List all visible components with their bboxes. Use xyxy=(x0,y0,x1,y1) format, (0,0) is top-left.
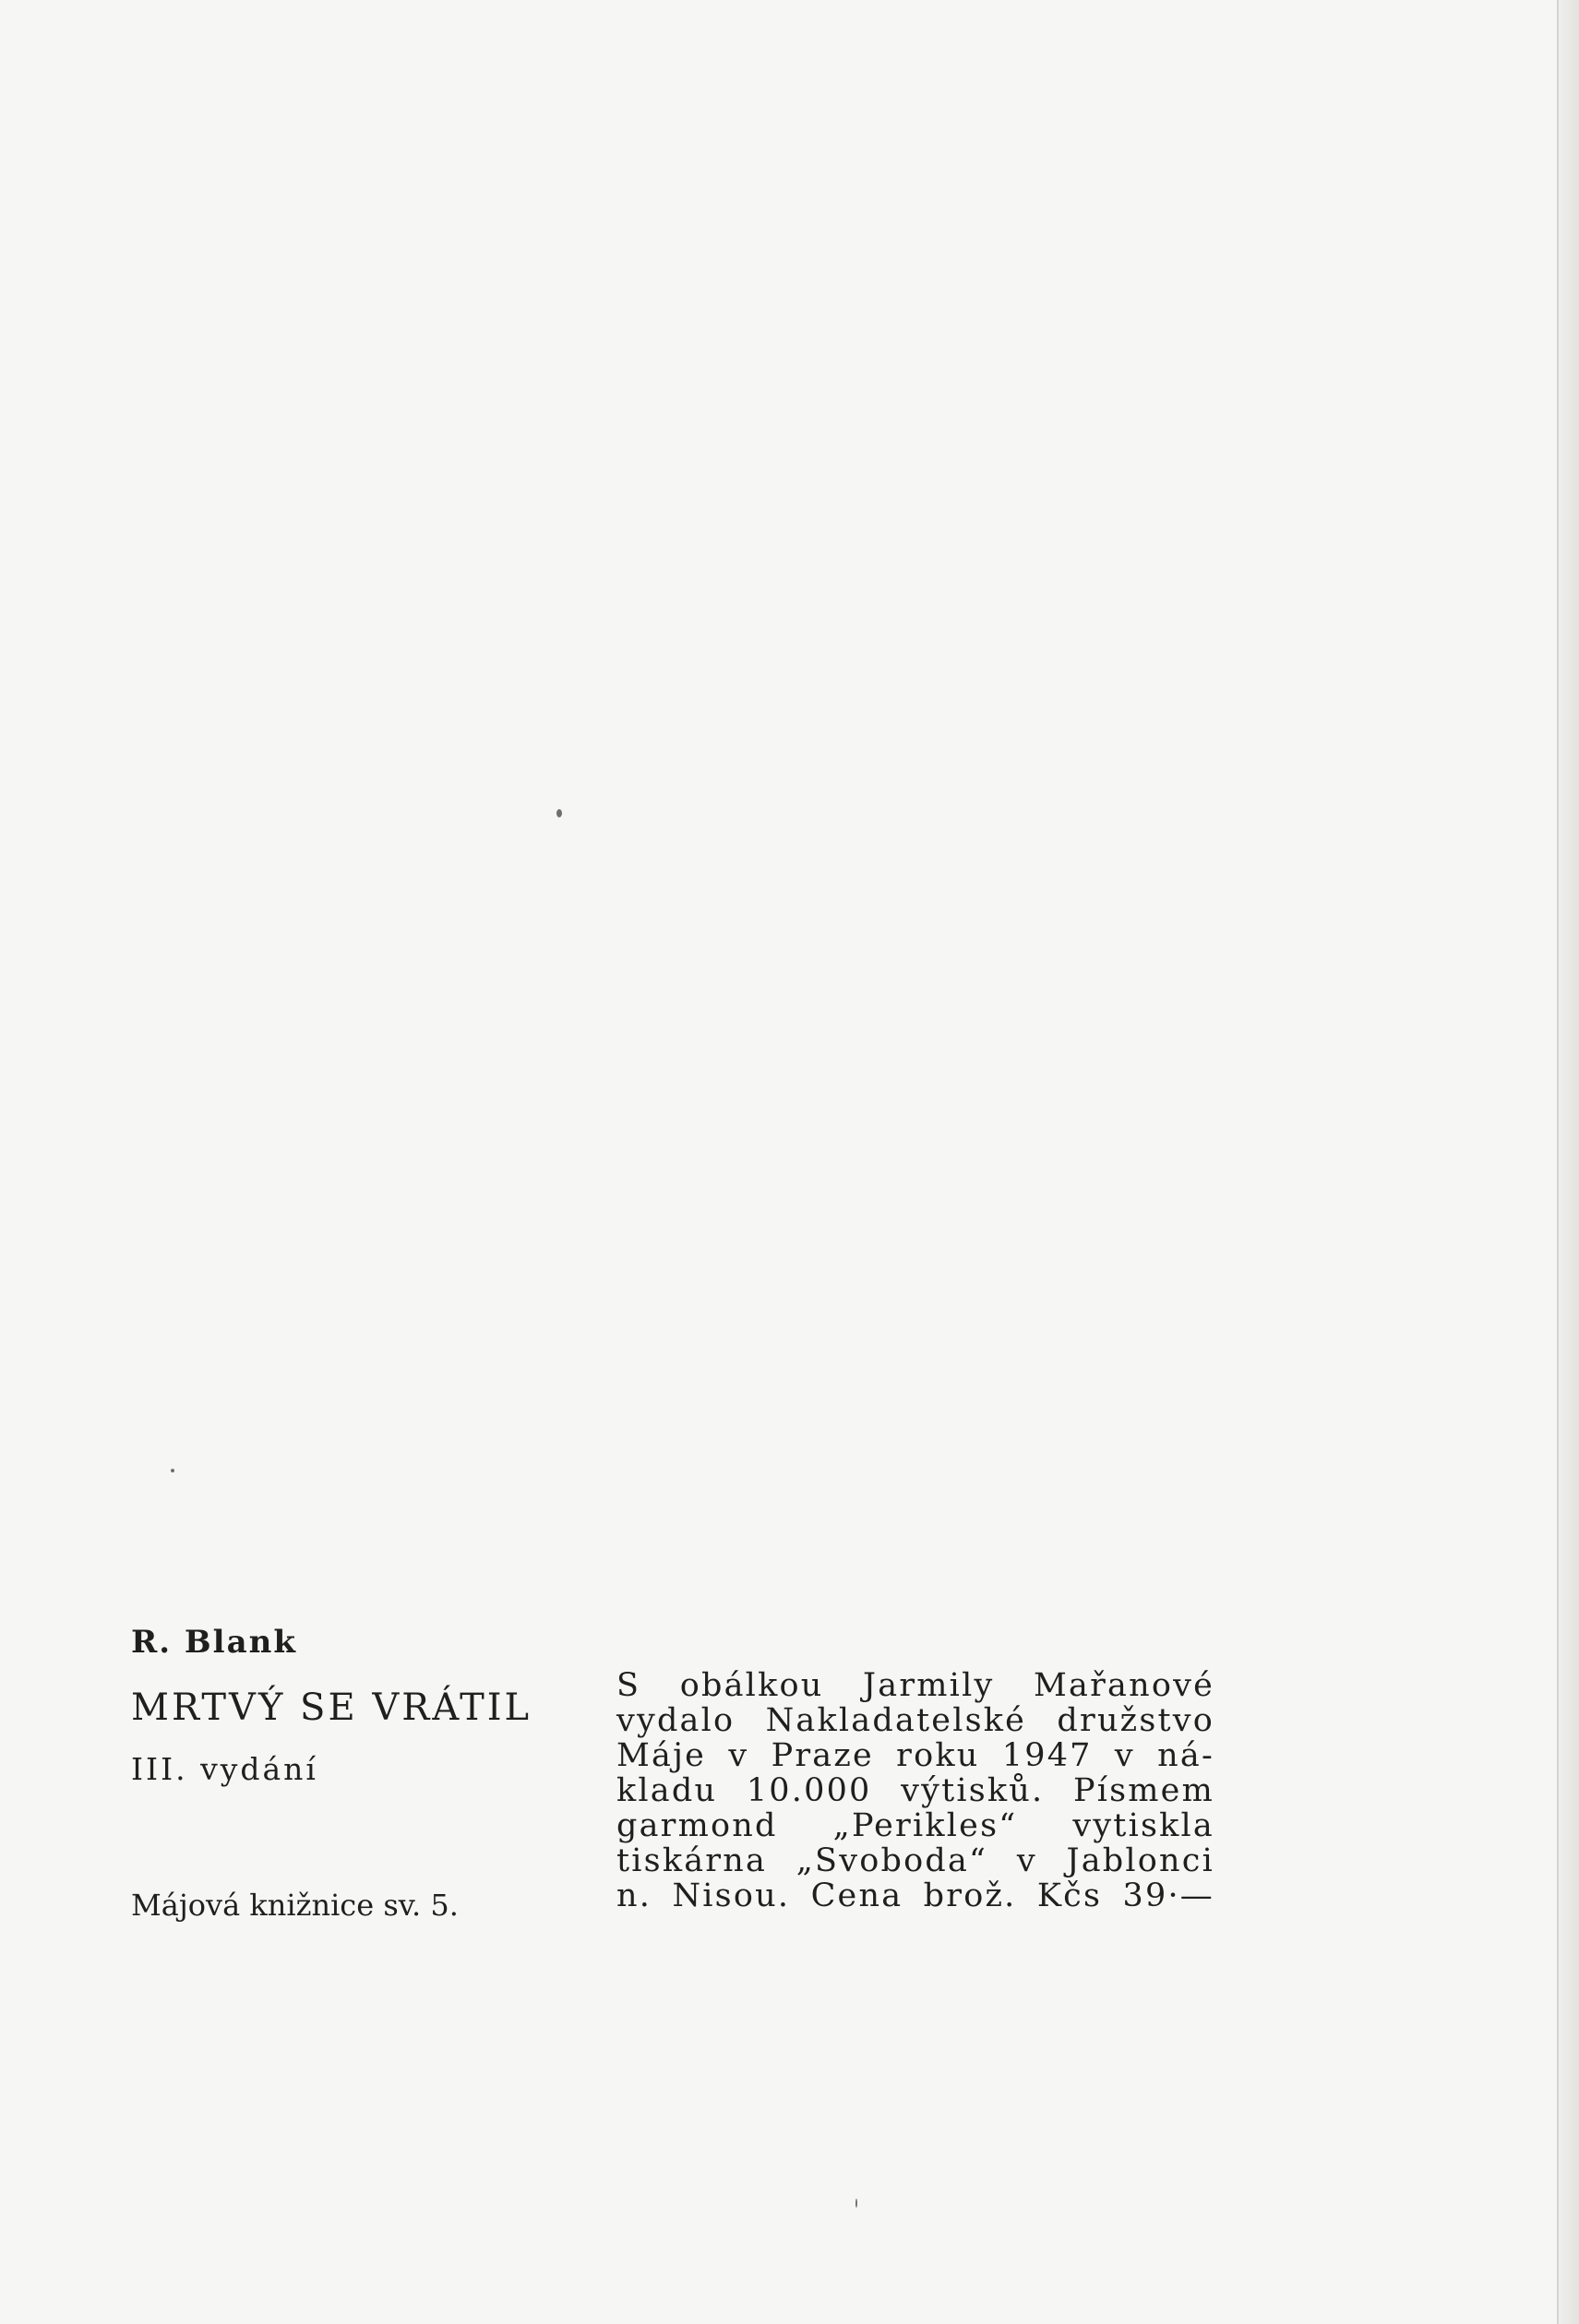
colophon-line: Máje v Praze roku 1947 v ná- xyxy=(616,1737,1214,1774)
colophon-line: tiskárna „Svoboda“ v Jablonci xyxy=(616,1842,1214,1879)
paper-speck xyxy=(556,809,562,817)
page-edge xyxy=(1557,0,1579,2324)
edition-label: III. vydání xyxy=(131,1751,318,1787)
colophon xyxy=(616,1668,1226,1913)
book-title: MRTVÝ SE VRÁTIL xyxy=(131,1686,532,1729)
paper-speck xyxy=(171,1469,174,1472)
series-label: Májová knižnice sv. 5. xyxy=(131,1888,459,1923)
colophon-line: kladu 10.000 výtisků. Písmem xyxy=(616,1772,1214,1809)
paper-speck xyxy=(855,2199,857,2208)
colophon-line: n. Nisou. Cena brož. Kčs 39·— xyxy=(616,1877,1214,1914)
colophon-line: S obálkou Jarmily Mařanové xyxy=(616,1667,1214,1704)
author-name: R. Blank xyxy=(131,1624,297,1661)
colophon-line: garmond „Perikles“ vytiskla xyxy=(616,1807,1214,1844)
colophon-line: vydalo Nakladatelské družstvo xyxy=(616,1702,1214,1739)
